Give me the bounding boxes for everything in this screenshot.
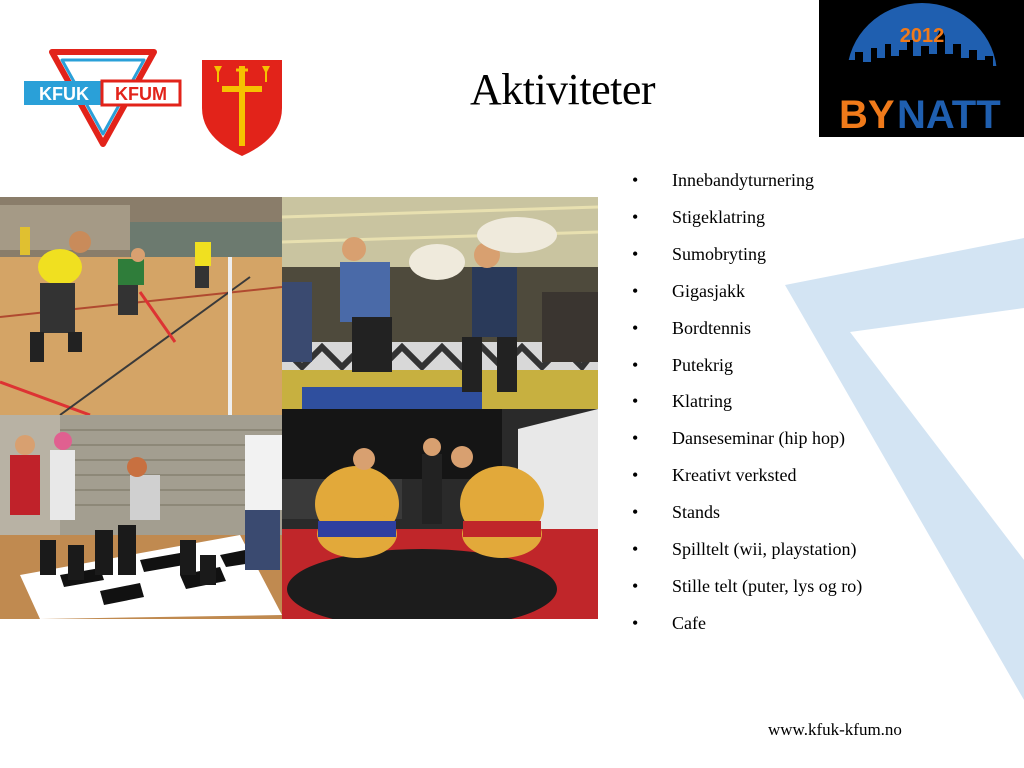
activity-label: Sumobryting [672, 243, 767, 264]
bullet-icon: • [632, 243, 639, 264]
bynatt-year-text: 2012 [899, 25, 945, 47]
slide-title: Aktiviteter [469, 65, 656, 114]
giant-chess-photo [0, 415, 282, 619]
activity-label: Innebandyturnering [672, 170, 814, 190]
list-item [632, 199, 932, 236]
list-item [632, 310, 932, 347]
bullet-icon: • [632, 428, 639, 449]
list-item [632, 531, 932, 568]
activity-label: Gigasjakk [672, 280, 745, 301]
bullet-icon: • [632, 391, 639, 412]
bullet-icon: • [632, 317, 639, 338]
activity-label: Putekrig [672, 354, 733, 375]
bullet-icon: • [632, 206, 639, 227]
bynatt-by-text: BY [839, 93, 895, 137]
activity-label: Danseseminar (hip hop) [672, 428, 845, 449]
activity-label: Spilltelt (wii, playstation) [672, 539, 857, 560]
footer-website-link[interactable]: www.kfuk-kfum.no [768, 720, 902, 739]
list-item [632, 605, 932, 642]
bullet-icon: • [632, 280, 639, 301]
activity-label: Bordtennis [672, 317, 751, 338]
list-item [632, 420, 932, 457]
pillow-fight-photo [282, 197, 598, 409]
activity-label: Stigeklatring [672, 206, 765, 227]
list-item [632, 347, 932, 384]
bullet-icon: • [632, 575, 639, 596]
bullet-icon: • [632, 465, 639, 486]
kfum-text: KFUM [115, 84, 167, 104]
activity-label: Stille telt (puter, lys og ro) [672, 575, 863, 596]
bynatt-2012-logo [819, 0, 1024, 137]
list-item [632, 162, 932, 199]
list-item [632, 273, 932, 310]
activity-label: Cafe [672, 612, 706, 633]
bullet-icon: • [632, 502, 639, 523]
activity-label: Stands [672, 502, 721, 523]
list-item [632, 494, 932, 531]
list-item [632, 457, 932, 494]
bullet-icon: • [632, 354, 639, 375]
bullet-icon: • [632, 170, 639, 190]
floorball-photo [0, 197, 282, 415]
sumo-wrestling-photo [282, 409, 598, 619]
activity-label: Klatring [672, 391, 732, 412]
activities-list [632, 162, 932, 642]
bullet-icon: • [632, 539, 639, 560]
bullet-icon: • [632, 612, 639, 633]
kfuk-kfum-logo [20, 46, 185, 150]
activity-label: Kreativt verksted [672, 465, 797, 486]
bynatt-natt-text: NATT [897, 93, 1001, 137]
church-shield-logo [200, 58, 284, 158]
list-item [632, 236, 932, 273]
list-item [632, 383, 932, 420]
photo-collage [0, 197, 598, 619]
kfuk-text: KFUK [39, 84, 89, 104]
list-item [632, 568, 932, 605]
